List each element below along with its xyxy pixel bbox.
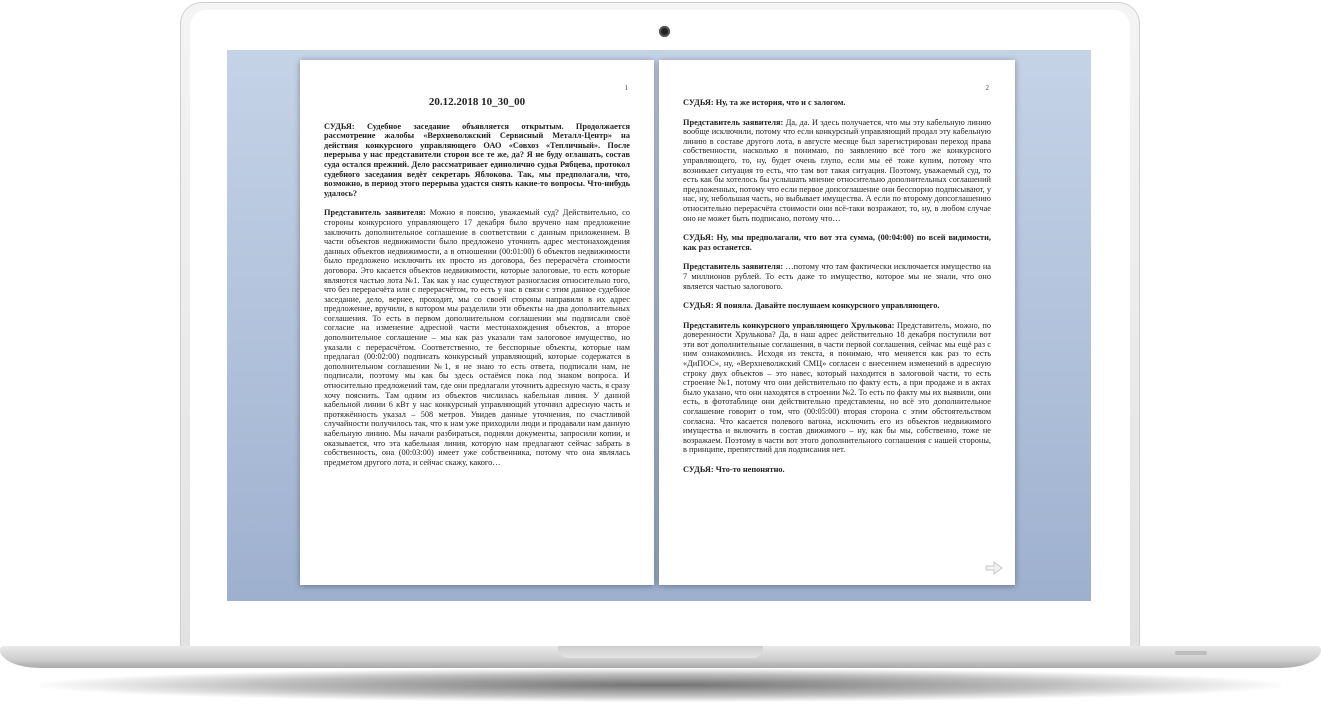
manager-paragraph bbox=[683, 321, 991, 455]
applicant-paragraph bbox=[683, 118, 991, 224]
judge-paragraph: СУДЬЯ: Ну, та же история, что и с залогом. bbox=[683, 98, 846, 107]
applicant-paragraph bbox=[324, 208, 630, 467]
page-number: 1 bbox=[624, 84, 628, 92]
judge-paragraph: СУДЬЯ: Я поняла. Давайте послушаем конкурсного управляющего. bbox=[683, 301, 940, 311]
speaker-label: Представитель заявителя: bbox=[324, 208, 426, 218]
applicant-paragraph bbox=[683, 262, 991, 291]
document-page-1 bbox=[300, 60, 654, 585]
speaker-label: Представитель конкурсного управляющего Хрулькова: bbox=[683, 320, 895, 330]
laptop-screen bbox=[227, 50, 1091, 601]
judge-paragraph: СУДЬЯ: Что-то непонятно. bbox=[683, 465, 785, 474]
webcam-icon bbox=[659, 26, 670, 37]
document-page-2 bbox=[659, 60, 1015, 585]
document-title: 20.12.2018 10_30_00 bbox=[428, 96, 526, 108]
speaker-label: Представитель заявителя: bbox=[683, 262, 784, 272]
speech-text: …потому что там фактически исключается имущество на 7 миллионов рублей. То есть даже то имущество, которое мы не знали, что оно является частью залогового. bbox=[683, 262, 991, 291]
judge-paragraph: СУДЬЯ: Судебное заседание объявляется открытым. Продолжается рассмотрение жалобы «Верхневолжский Сервисный Металл-Центр» на действия конкурсного управляющего ОАО «Совхоз «Тепличный». После перерыва у нас представители сторон все те же, да? Я не буду оглашать, состав суда остался прежний. Дело рассматривает единолично судья Рябцева, протокол судебного заседания ведёт секретарь Яблокова. Так, мы предполагали, что, возможно, в период этого перерыва удастся снять какие-то вопросы. Что-нибудь удалось? bbox=[324, 121, 630, 198]
laptop-hinge-notch bbox=[558, 646, 763, 658]
speech-text: Представитель, можно, по доверенности Хрулькова? Да, в наш адрес действительно 18 декабря поступили вот эти вот дополнительные соглашения, в части первой соглашения, сейчас мы ещё раз с ним ознакомились. Исходя из текста, я понимаю, что меняется как раз то есть «ДиПОС», ну, «Верхневолжский СМЦ» согласен с внесением изменений в адресную строку двух объектов – это навес, который находится в залоговой части, то есть строение №1, потому что они действительно по факту есть, а при продаже и в актах было указано, что они находятся в строении №2. То есть по факту мы их выявили, они есть, в фототаблице они действительно представлены, но всё это дополнительное соглашение говорит о том, что (00:05:00) вторая сторона с этим обстоятельством согласна. Что касается полевого вагона, исключить его из объектов недвижимого имущества и включить в состав движимого – ну, как бы мы, собственно, тоже не возражаем. Поэтому в части вот этого дополнительного соглашения с нашей стороны, в принципе, препятствий для подписания нет. bbox=[683, 320, 991, 455]
speech-text: Можно я поясню, уважаемый суд? Действительно, со стороны конкурсного управляющего 17 декабря было вручено нам предложение заключить дополнительное соглашение в соответствии с данным приложением. В части объектов недвижимости было предложено уточнить адрес местонахождения данных объектов недвижимости, а в отношении (00:01:00) 6 объектов недвижимости было предложено исключить их просто из договора, без перерасчёта стоимости договора. Это касается объектов недвижимости, которые залоговые, то есть которые являются частью лота №1. Так как у нас существуют разногласия относительно того, что без перерасчёта или с перерасчётом, то есть у нас в связи с этим данное судебное заседание, дело, вернее, проходит, мы со своей стороны направили в их адрес предложение, вручили, в котором мы разделили эти объекты на два дополнительных соглашения. То есть в первом дополнительном соглашении мы подписали своё согласие на изменение адресной части местонахождения объектов, а второе дополнительное соглашение – мы как раз указали там залоговое имущество, но указали с перерасчётом. Соответственно, те бесспорные объекты, которые нам предлагал (00:02:00) подписать конкурсный управляющий, которые содержатся в дополнительном соглашении №1, я не знаю то есть ответа, подписали нам, не подписали, поэтому мы как бы здесь остаёмся пока под знаком вопроса. И относительно предложений там, где они предлагали уточнить адресную часть, я сразу хочу пояснить. Там одним из объектов числилась кабельная линия. У данной кабельной линии 6 кВт у нас конкурсный управляющий уточнил адресную часть и протяжённость указал – 508 метров. Увидев данные уточнения, по счастливой случайности получилось так, что к нам уже приходили люди и продавали нам данную кабельную линию. Мы начали разбираться, подняли документы, запросили копии, и оказывается, что эта кабельная линия, которую нам предлагают сейчас забрать в собственность, она (00:03:00) имеет уже собственника, потому что она являлась предметом другого лота, и сейчас скажу, какого… bbox=[324, 208, 630, 467]
judge-paragraph: СУДЬЯ: Ну, мы предполагали, что вот эта сумма, (00:04:00) по всей видимости, как раз останется. bbox=[683, 233, 991, 252]
speech-text: Да, да. И здесь получается, что мы эту кабельную линию вообще исключили, потому что если конкурсный управляющий продал эту кабельную линию в составе другого лота, в августе месяце был зарегистрирован переход права собственности, насколько я понимаю, по заявлению всё того же конкурсного управляющего, то, ну, будет очень глупо, если мы её тоже купим, потому что возникает ситуация то есть, что там вот такая ситуация. Поэтому, уважаемый суд, то есть как бы хотелось бы услышать мнение относительно дополнительных соглашений предложенных, потому что если первое допсоглашение они бесспорно подписывают, у нас, ну, небольшая часть, но выбывает имущества. А если по второму допсоглашению относительно перерасчёта стоимости они всё-таки возражают, то, ну, в любом случае оно не может быть подписано, потому что… bbox=[683, 117, 991, 223]
page-number: 2 bbox=[985, 84, 989, 92]
status-led bbox=[1175, 651, 1207, 655]
speaker-label: Представитель заявителя: bbox=[683, 117, 784, 127]
next-page-arrow-icon[interactable] bbox=[985, 561, 1003, 575]
laptop-shadow bbox=[40, 668, 1281, 702]
